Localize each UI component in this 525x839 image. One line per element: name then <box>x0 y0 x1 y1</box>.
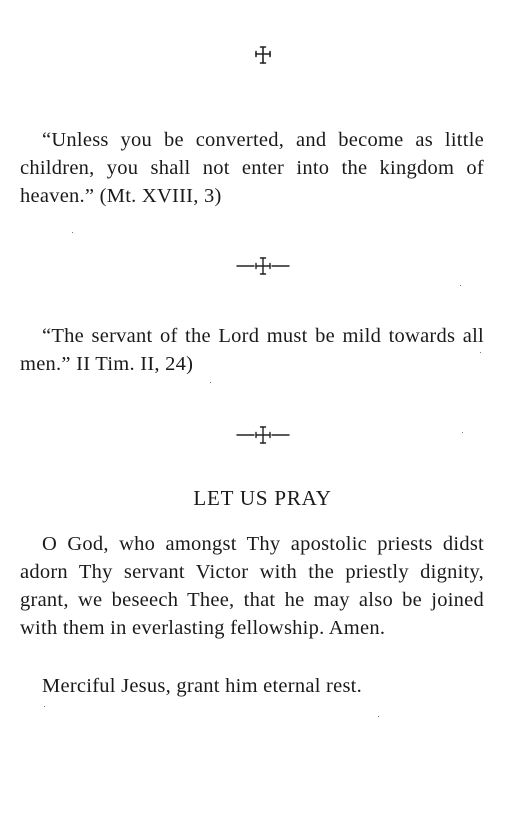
cross-divider-icon <box>0 256 525 276</box>
cross-icon <box>0 44 525 66</box>
scan-speck <box>72 232 73 233</box>
scan-speck <box>44 706 45 707</box>
closing-invocation: Merciful Jesus, grant him eternal rest. <box>42 675 363 697</box>
scripture-quote-timothy: “The servant of the Lord must be mild towards all men.” II Tim. II, 24) <box>20 325 484 375</box>
prayer-heading: LET US PRAY <box>193 486 332 510</box>
scan-speck <box>460 285 461 286</box>
scan-speck <box>210 382 211 383</box>
prayer-text: O God, who amongst Thy apostolic priests didst adorn Thy servant Victor with the priestly dignity, grant, we beseech Thee, that he may also be joined with them in everlasting fellowship. Amen. <box>20 533 484 639</box>
scan-speck <box>480 352 481 353</box>
scripture-quote-matthew: “Unless you be converted, and become as little children, you shall not enter into the kingdom of heaven.” (Mt. XVIII, 3) <box>20 129 484 207</box>
scan-speck <box>462 432 463 433</box>
scan-speck <box>378 716 379 717</box>
cross-divider-icon <box>0 425 525 445</box>
